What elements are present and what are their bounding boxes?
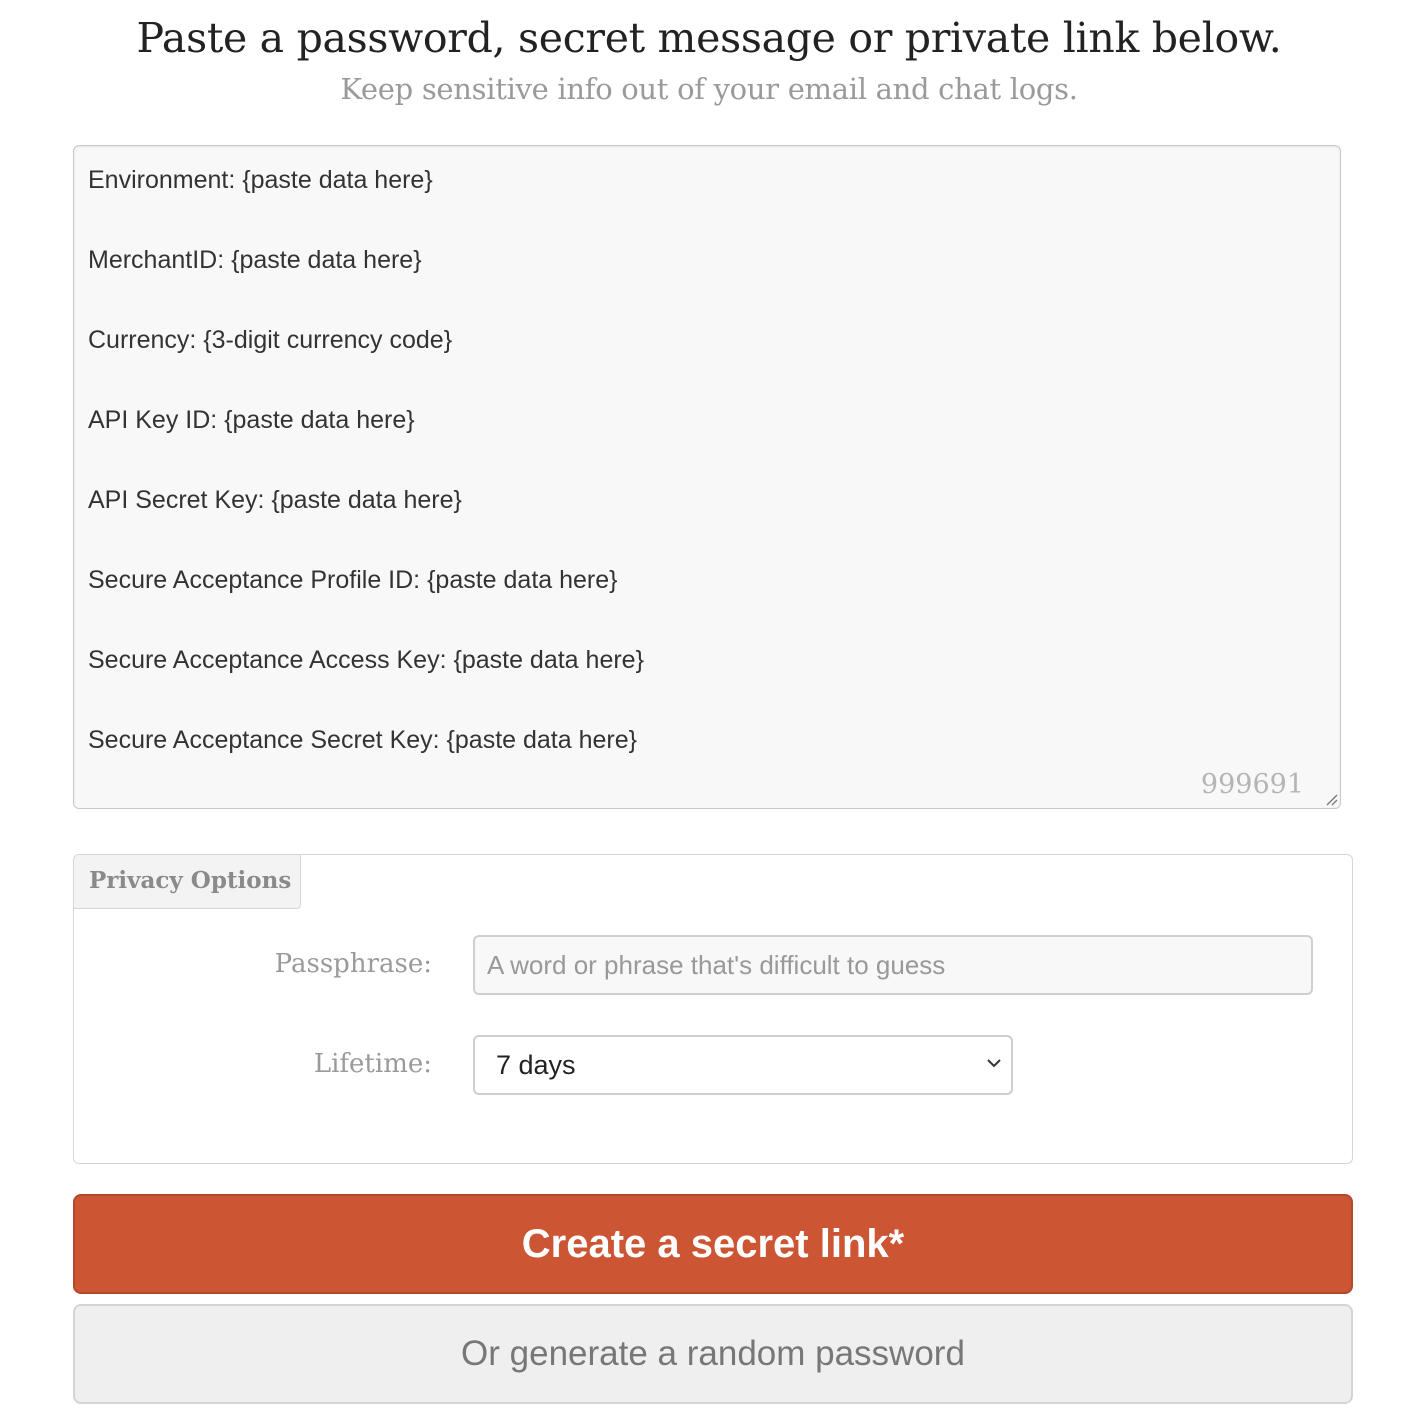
chevron-down-icon bbox=[985, 1056, 1003, 1070]
secret-line: MerchantID: {paste data here} bbox=[88, 246, 422, 274]
resize-handle-icon[interactable] bbox=[1324, 792, 1338, 806]
secret-line: Secure Acceptance Profile ID: {paste data here} bbox=[88, 566, 618, 594]
lifetime-label: Lifetime: bbox=[313, 1049, 432, 1079]
privacy-options-tab[interactable]: Privacy Options bbox=[74, 855, 301, 909]
secret-line: API Key ID: {paste data here} bbox=[88, 406, 415, 434]
create-secret-link-button[interactable]: Create a secret link* bbox=[73, 1194, 1353, 1294]
page-subtitle: Keep sensitive info out of your email and chat logs. bbox=[340, 72, 1078, 106]
secret-line: Currency: {3-digit currency code} bbox=[88, 326, 453, 354]
secret-line: API Secret Key: {paste data here} bbox=[88, 486, 462, 514]
passphrase-input[interactable] bbox=[473, 935, 1313, 995]
lifetime-selected-value: 7 days bbox=[496, 1050, 576, 1080]
page-title: Paste a password, secret message or private link below. bbox=[136, 14, 1282, 62]
privacy-options-panel bbox=[73, 854, 1353, 1164]
passphrase-label: Passphrase: bbox=[274, 949, 432, 979]
lifetime-select[interactable] bbox=[473, 1035, 1013, 1095]
generate-random-password-button[interactable]: Or generate a random password bbox=[73, 1304, 1353, 1404]
character-counter: 999691 bbox=[1200, 769, 1304, 800]
secret-line: Environment: {paste data here} bbox=[88, 166, 433, 194]
secret-content bbox=[88, 160, 644, 800]
secret-line: Secure Acceptance Secret Key: {paste data here} bbox=[88, 726, 637, 754]
secret-line: Secure Acceptance Access Key: {paste data here} bbox=[88, 646, 644, 674]
secret-textarea[interactable] bbox=[73, 145, 1341, 809]
